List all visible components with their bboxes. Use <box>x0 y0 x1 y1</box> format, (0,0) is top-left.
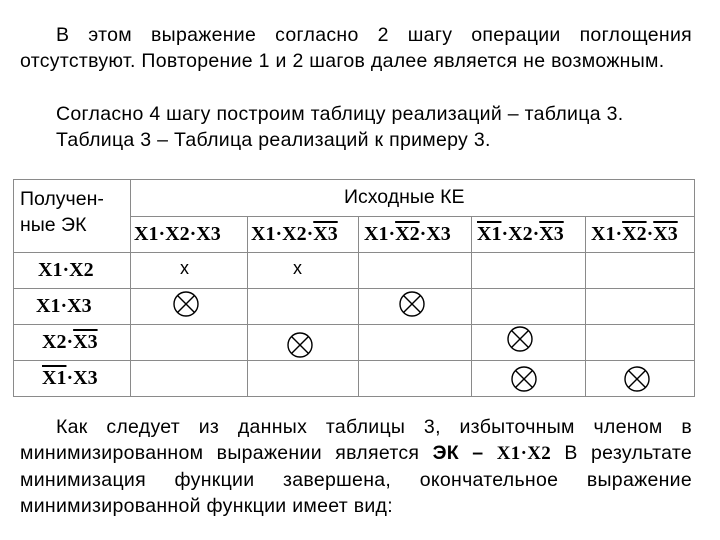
row-header: Получен-ные ЭК <box>20 188 104 236</box>
conclusion-paragraph: Как следует из данных таблицы 3, избыточным членом в минимизированном выражении является ЭК – X1·X2 В результате минимизация функции завершена, окончательное выражение минимизированной функции имеет вид: <box>20 416 692 517</box>
redundant-term: X1·X2 <box>496 443 552 464</box>
column-term: X1·X2·X3 <box>134 223 221 245</box>
table-divider <box>585 216 586 396</box>
table-divider <box>247 216 248 396</box>
circled-times-icon <box>399 291 425 317</box>
table-divider <box>471 216 472 396</box>
circled-times-icon <box>624 366 650 392</box>
row-term: X1·X3 <box>42 367 98 389</box>
table-divider <box>14 288 694 289</box>
column-term: X1·X2·X3 <box>364 223 451 245</box>
circled-times-icon <box>507 326 533 352</box>
row-term: X1·X2 <box>38 259 94 281</box>
table-divider <box>358 216 359 396</box>
table-divider <box>14 324 694 325</box>
row-term: X2·X3 <box>42 331 98 353</box>
column-header: Исходные КЕ <box>344 186 465 208</box>
column-term: X1·X2·X3 <box>591 223 678 245</box>
row-term: X1·X3 <box>36 295 92 317</box>
table-divider <box>130 216 694 217</box>
column-term: X1·X2·X3 <box>251 223 338 245</box>
table-caption: Таблица 3 – Таблица реализаций к примеру 3. <box>56 129 491 151</box>
paragraph-2: Согласно 4 шагу построим таблицу реализаций – таблица 3. <box>56 103 624 125</box>
circled-times-icon <box>287 332 313 358</box>
implementation-table <box>13 179 695 397</box>
paragraph-1: В этом выражение согласно 2 шагу операции поглощения отсутствуют. Повторение 1 и 2 шагов далее является не возможным. <box>20 24 692 72</box>
x-mark: x <box>180 258 189 278</box>
table-divider <box>14 252 694 253</box>
table-divider <box>14 360 694 361</box>
circled-times-icon <box>511 366 537 392</box>
x-mark: x <box>293 258 302 278</box>
column-term: X1·X2·X3 <box>477 223 564 245</box>
circled-times-icon <box>173 291 199 317</box>
